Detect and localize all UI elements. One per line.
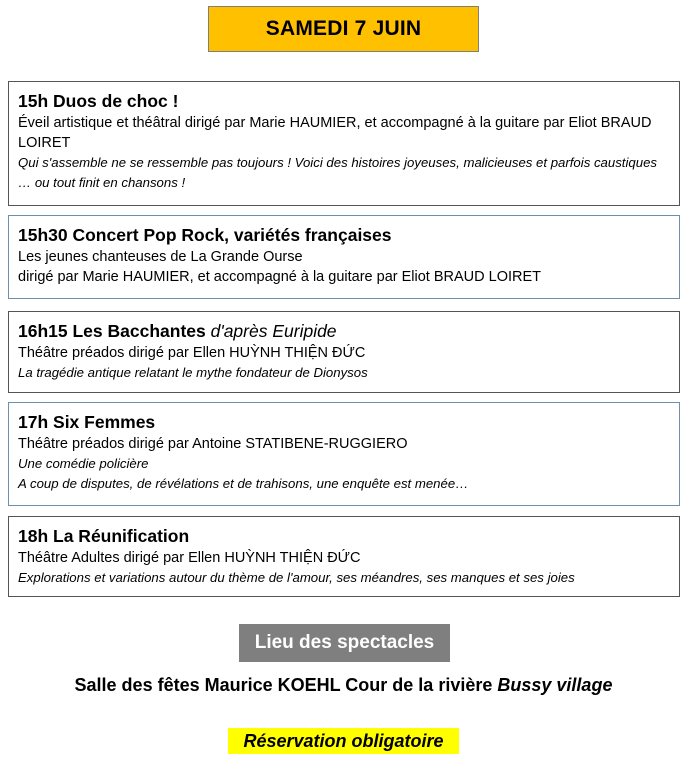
event-detail: Théâtre préados dirigé par Ellen HUỲNH THIỆN ĐỨC — [18, 345, 366, 361]
venue-heading-text: Lieu des spectacles — [254, 632, 435, 653]
event-detail: Théâtre préados dirigé par Antoine STATIBENE-RUGGIERO — [18, 436, 408, 452]
event-description: Une comédie policière — [18, 456, 149, 471]
event-card-4 — [8, 402, 680, 506]
event-title — [18, 320, 670, 342]
event-card-3 — [8, 311, 680, 393]
venue-address-text: Salle des fêtes Maurice KOEHL Cour de la rivière — [74, 675, 493, 695]
venue-town: Bussy village — [497, 675, 613, 695]
reservation-text: Réservation obligatoire — [243, 730, 444, 751]
event-description: A coup de disputes, de révélations et de trahisons, une enquête est menée… — [18, 476, 469, 491]
reservation-notice — [228, 728, 459, 754]
date-title: SAMEDI 7 JUIN — [265, 17, 422, 40]
event-title-main: 16h15 Les Bacchantes — [18, 321, 206, 341]
event-title-suffix: d'après Euripide — [210, 321, 337, 341]
event-title: 15h30 Concert Pop Rock, variétés françaises — [18, 225, 392, 245]
event-card-1 — [8, 81, 680, 206]
event-title: 15h Duos de choc ! — [18, 91, 179, 111]
event-detail: dirigé par Marie HAUMIER, et accompagné à la guitare par Eliot BRAUD LOIRET — [18, 269, 542, 285]
event-detail: Éveil artistique et théâtral dirigé par Marie HAUMIER, et accompagné à la guitare par Eliot BRAUD LOIRET — [18, 115, 652, 151]
event-title: 18h La Réunification — [18, 526, 190, 546]
date-banner — [208, 6, 479, 52]
venue-address — [0, 673, 687, 697]
event-detail: Théâtre Adultes dirigé par Ellen HUỲNH THIỆN ĐỨC — [18, 550, 361, 566]
event-card-2 — [8, 215, 680, 299]
event-description: Explorations et variations autour du thème de l'amour, ses méandres, ses manques et ses joies — [18, 570, 575, 585]
event-title: 17h Six Femmes — [18, 412, 156, 432]
venue-heading — [239, 624, 450, 662]
event-description: La tragédie antique relatant le mythe fondateur de Dionysos — [18, 365, 368, 380]
event-card-5 — [8, 516, 680, 597]
event-description: Qui s'assemble ne se ressemble pas toujours ! Voici des histoires joyeuses, malicieuses et parfois caustiques … ou tout finit en chansons ! — [18, 155, 657, 190]
event-detail: Les jeunes chanteuses de La Grande Ourse — [18, 249, 303, 265]
